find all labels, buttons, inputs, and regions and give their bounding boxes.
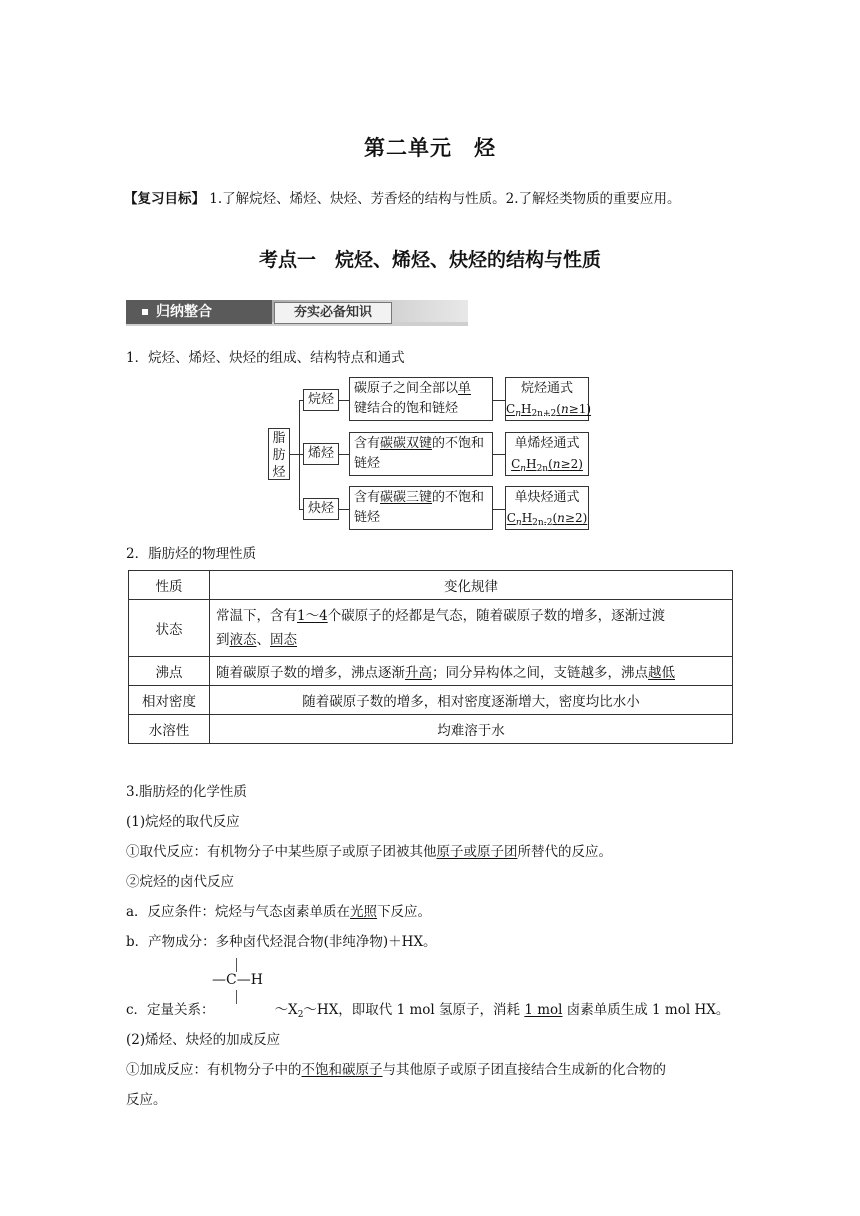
table-header-row <box>129 571 733 600</box>
physical-properties-table <box>128 570 733 744</box>
type-box-alkyne: 炔烃 <box>303 498 339 520</box>
table-header-cell: 性质 <box>129 571 210 600</box>
subsection-3-title: 3.脂肪烃的化学性质 <box>126 784 247 800</box>
classification-diagram <box>0 0 860 540</box>
table-cell-key: 状态 <box>129 600 210 657</box>
paragraph: ②烷烃的卤代反应 <box>126 874 234 890</box>
type-box-alkene: 烯烃 <box>303 443 339 465</box>
subsection-2-title: 2．脂肪烃的物理性质 <box>126 546 257 562</box>
banner-light-label: 夯实必备知识 <box>274 302 392 324</box>
table-row <box>129 715 733 744</box>
paragraph: b．产物成分：多种卤代烃混合物(非纯净物)＋HX。 <box>126 934 437 950</box>
table-row <box>129 600 733 657</box>
table-row <box>129 657 733 686</box>
table-cell-key: 水溶性 <box>129 715 210 744</box>
table-cell-key: 相对密度 <box>129 686 210 715</box>
subsection-1-title: 1．烷烃、烯烃、炔烃的组成、结构特点和通式 <box>126 350 405 366</box>
section-heading: 考点一 烷烃、烯烃、炔烃的结构与性质 <box>258 249 601 271</box>
desc-box-alkyne: 含有碳碳三键的不饱和链烃 <box>349 486 493 530</box>
paragraph: ①加成反应：有机物分子中的不饱和碳原子与其他原子或原子团直接结合生成新的化合物的 <box>126 1062 666 1078</box>
table-cell-value: 常温下，含有1～4个碳原子的烃都是气态，随着碳原子数的增多，逐渐过渡 到液态、固态 <box>210 600 733 657</box>
paragraph: ①取代反应：有机物分子中某些原子或原子团被其他原子或原子团所替代的反应。 <box>126 844 612 860</box>
table-cell-key: 沸点 <box>129 657 210 686</box>
paragraph: (1)烷烃的取代反应 <box>126 814 240 830</box>
paragraph: (2)烯烃、炔烃的加成反应 <box>126 1032 281 1048</box>
paragraph: 反应。 <box>126 1092 167 1108</box>
structure-text: —C—H <box>212 972 263 988</box>
desc-box-alkene: 含有碳碳双键的不饱和链烃 <box>349 432 493 476</box>
table-row <box>129 686 733 715</box>
root-box: 脂肪烃 <box>268 428 290 480</box>
type-box-alkane: 烷烃 <box>303 389 339 411</box>
banner-dark-label: 归纳整合 <box>126 300 272 324</box>
desc-box-alkane: 碳原子之间全部以单 键结合的饱和链烃 <box>349 377 493 421</box>
table-cell-value: 随着碳原子数的增多，沸点逐渐升高；同分异构体之间，支链越多，沸点越低 <box>210 657 733 686</box>
table-cell-value: 均难溶于水 <box>210 715 733 744</box>
table-header-cell: 变化规律 <box>210 571 733 600</box>
review-goal-text: 1.了解烷烃、烯烃、炔烃、芳香烃的结构与性质。2.了解烃类物质的重要应用。 <box>209 191 681 207</box>
formula-box-alkyne: 单炔烃通式 $C_nH_{2n-2}(n\ge 2)$ <box>505 486 589 530</box>
paragraph: a．反应条件：烷烃与气态卤素单质在光照下反应。 <box>126 904 432 920</box>
formula-box-alkane: 烷烃通式 $C_nH_{2n+2}(n\ge 1)$ <box>505 377 589 421</box>
table-cell-value: 随着碳原子数的增多，相对密度逐渐增大，密度均比水小 <box>210 686 733 715</box>
formula-box-alkene: 单烯烃通式 $C_nH_{2n}(n\ge 2)$ <box>505 432 589 476</box>
review-goal-label: 【复习目标】 <box>124 191 205 207</box>
page-title: 第二单元 烃 <box>364 136 496 160</box>
paragraph: c．定量关系： $\sim X_2\sim HX$，即取代 1 mol 氢原子，消耗 1 mol 卤素单质生成 1 mol HX。 <box>126 1002 730 1020</box>
